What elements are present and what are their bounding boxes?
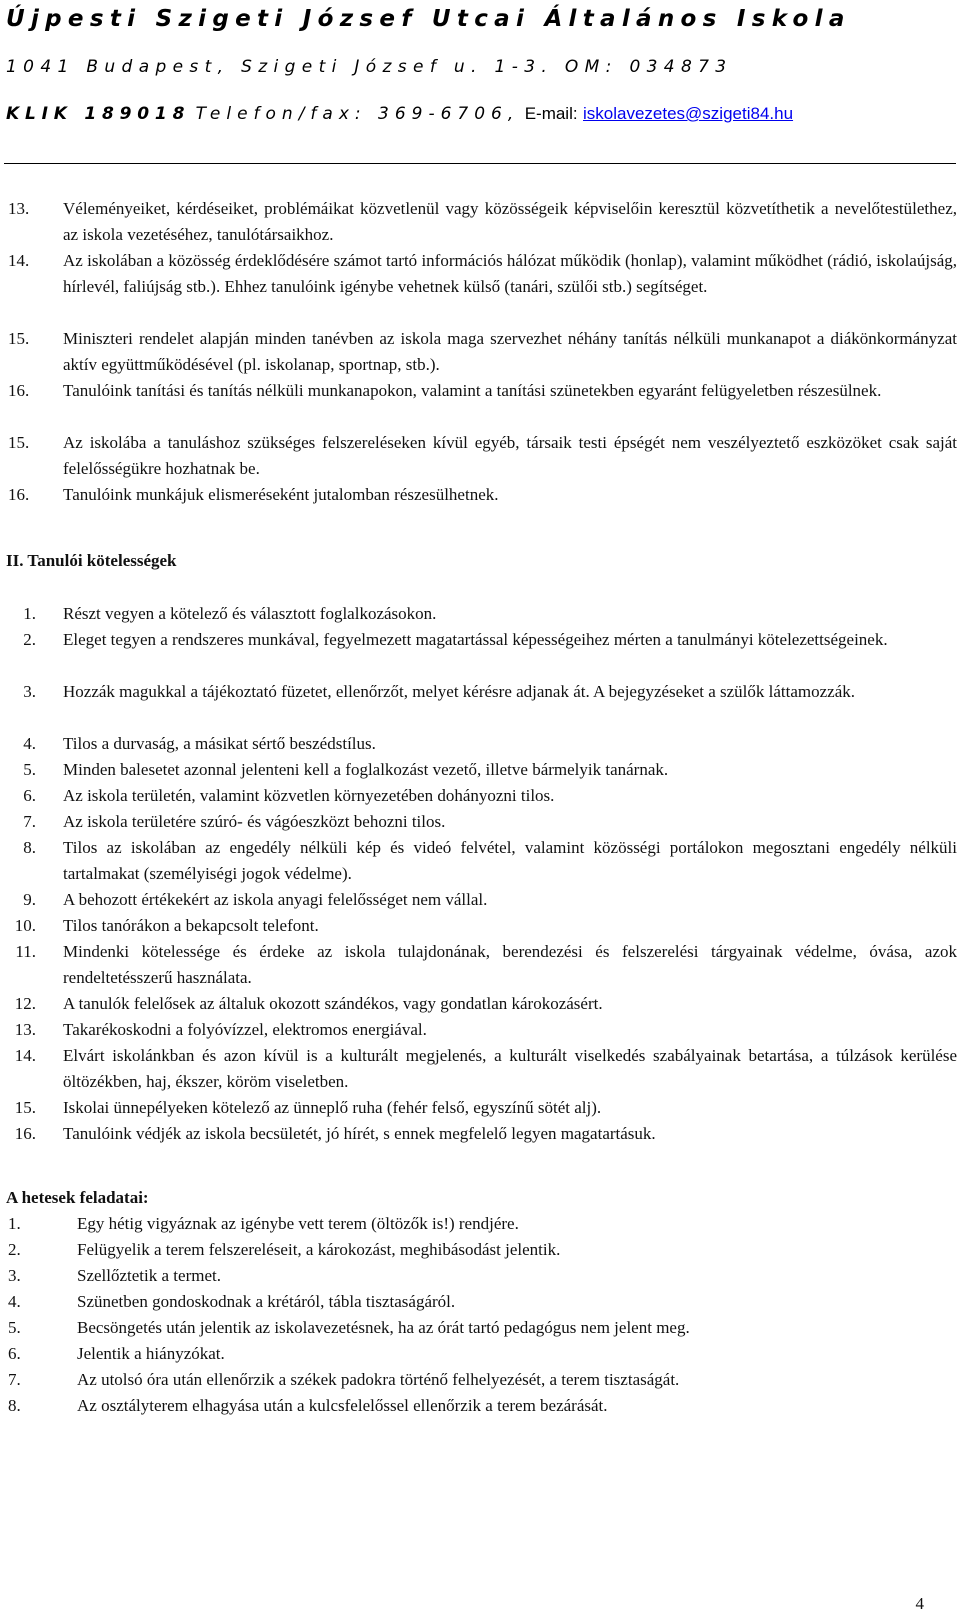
section-heading: II. Tanulói kötelességek <box>6 551 177 570</box>
email-label: E-mail: <box>524 104 578 123</box>
item-text: Véleményeiket, kérdéseiket, problémáikat közvetlenül vagy közösségeik képviselőin keresztül közvetíthetik a nevelőtestülethez, az iskola vezetéséhez, tanulótársaikhoz. <box>63 199 957 244</box>
email-link[interactable]: iskolavezetes@szigeti84.hu <box>583 104 794 123</box>
item-number: 4. <box>23 734 36 753</box>
item-number: 4. <box>8 1292 21 1311</box>
item-number: 11. <box>15 942 36 961</box>
item-number: 15. <box>8 329 30 348</box>
item-text: Iskolai ünnepélyeken kötelező az ünneplő ruha (fehér felső, egyszínű sötét alj). <box>63 1098 602 1117</box>
item-number: 16. <box>8 485 30 504</box>
item-text: Takarékoskodni a folyóvízzel, elektromos energiával. <box>63 1020 427 1039</box>
item-number: 15. <box>14 1098 36 1117</box>
item-text: Tilos a durvaság, a másikat sértő beszédstílus. <box>63 734 376 753</box>
item-number: 13. <box>8 199 30 218</box>
item-text: Szünetben gondoskodnak a krétáról, tábla tisztaságáról. <box>77 1292 456 1311</box>
item-number: 16. <box>8 381 30 400</box>
item-text: Részt vegyen a kötelező és választott foglalkozásokon. <box>63 604 437 623</box>
section-heading: A hetesek feladatai: <box>6 1188 149 1207</box>
item-text: Szellőztetik a termet. <box>77 1266 221 1285</box>
item-text: Az osztályterem elhagyása után a kulcsfelelőssel ellenőrzik a terem bezárását. <box>77 1396 608 1415</box>
item-number: 13. <box>14 1020 36 1039</box>
item-text: Tanulóink védjék az iskola becsületét, jó hírét, s ennek megfelelő legyen magatartásuk. <box>63 1124 656 1143</box>
item-number: 10. <box>14 916 36 935</box>
item-number: 6. <box>8 1344 21 1363</box>
item-text: Az iskolában a közösség érdeklődésére számot tartó információs hálózat működik (honlap), valamint működhet (rádió, iskolaújság, hírlevél, faliújság stb.). Ehhez tanulóink igénybe vehetnek külső (tanári, szülői stb.) segítséget. <box>63 251 957 296</box>
item-number: 14. <box>14 1046 36 1065</box>
item-number: 8. <box>8 1396 21 1415</box>
item-number: 3. <box>23 682 36 701</box>
page-number: 4 <box>915 1594 924 1613</box>
school-name: Újpesti Szigeti József Utcai Általános Iskola <box>6 6 851 32</box>
item-text: Becsöngetés után jelentik az iskolavezetésnek, ha az órát tartó pedagógus nem jelent meg. <box>77 1318 690 1337</box>
item-number: 2. <box>23 630 36 649</box>
item-text: Minden balesetet azonnal jelenteni kell a foglalkozást vezető, illetve bármelyik tanárnak. <box>63 760 669 779</box>
header-divider <box>4 163 956 164</box>
item-number: 1. <box>23 604 36 623</box>
item-number: 8. <box>23 838 36 857</box>
letterhead <box>0 0 960 168</box>
item-text: Felügyelik a terem felszereléseit, a károkozást, meghibásodást jelentik. <box>77 1240 561 1259</box>
item-text: Eleget tegyen a rendszeres munkával, fegyelmezett magatartással képességeihez mérten a tanulmányi kötelezettségeinek. <box>63 630 888 649</box>
item-number: 5. <box>23 760 36 779</box>
item-number: 16. <box>14 1124 36 1143</box>
item-text: Miniszteri rendelet alapján minden tanévben az iskola maga szervezhet néhány tanítás nélküli munkanapot a diákönkormányzat aktív együttműködésével (pl. iskolanap, sportnap, stb.). <box>63 329 957 374</box>
item-text: Tanulóink munkájuk elismeréseként jutalomban részesülhetnek. <box>63 485 499 504</box>
item-number: 7. <box>8 1370 21 1389</box>
item-number: 6. <box>23 786 36 805</box>
item-text: Tilos tanórákon a bekapcsolt telefont. <box>63 916 319 935</box>
item-number: 12. <box>14 994 36 1013</box>
item-text: Az iskolába a tanuláshoz szükséges felszereléseken kívül egyéb, társaik testi épségét nem veszélyeztető eszközöket csak saját felelősségükre hozhatnak be. <box>63 433 957 478</box>
item-text: Tilos az iskolában az engedély nélküli kép és videó felvétel, valamint közösségi portálokon megosztani engedély nélküli tartalmakat (személyiségi jogok védelme). <box>63 838 957 883</box>
item-number: 2. <box>8 1240 21 1259</box>
item-text: Hozzák magukkal a tájékoztató füzetet, ellenőrzőt, melyet kérésre adjanak át. A bejegyzéseket a szülők láttamozzák. <box>63 682 856 701</box>
item-number: 3. <box>8 1266 21 1285</box>
item-number: 1. <box>8 1214 21 1233</box>
item-text: A tanulók felelősek az általuk okozott szándékos, vagy gondatlan károkozásért. <box>63 994 603 1013</box>
item-text: Az utolsó óra után ellenőrzik a székek padokra történő felhelyezését, a terem tisztaságát. <box>77 1370 680 1389</box>
item-number: 14. <box>8 251 30 270</box>
item-number: 15. <box>8 433 30 452</box>
item-text: A behozott értékekért az iskola anyagi felelősséget nem vállal. <box>63 890 488 909</box>
school-address: 1041 Budapest, Szigeti József u. 1-3. OM: 034873 <box>6 57 733 77</box>
item-number: 5. <box>8 1318 21 1337</box>
item-text: Tanulóink tanítási és tanítás nélküli munkanapokon, valamint a tanítási szünetekben egyaránt felügyeletben részesülnek. <box>63 381 882 400</box>
item-text: Egy hétig vigyáznak az igénybe vett terem (öltözők is!) rendjére. <box>77 1214 519 1233</box>
item-text: Az iskola területén, valamint közvetlen környezetében dohányozni tilos. <box>63 786 555 805</box>
contact-line <box>6 104 793 124</box>
klik-code: KLIK 189018 <box>6 104 191 124</box>
item-number: 9. <box>23 890 36 909</box>
phone-fax: Telefon/fax: 369-6706, <box>195 104 520 124</box>
item-text: Az iskola területére szúró- és vágóeszközt behozni tilos. <box>63 812 446 831</box>
item-text: Mindenki kötelessége és érdeke az iskola tulajdonának, berendezési és felszerelési tárgyainak védelme, óvása, azok rendeltetésszerű használata. <box>63 942 957 987</box>
item-text: Elvárt iskolánkban és azon kívül is a kulturált megjelenés, a kulturált viselkedés szabályainak betartása, a túlzások kerülése öltözékben, haj, ékszer, köröm viseletben. <box>63 1046 957 1091</box>
item-text: Jelentik a hiányzókat. <box>77 1344 225 1363</box>
item-number: 7. <box>23 812 36 831</box>
